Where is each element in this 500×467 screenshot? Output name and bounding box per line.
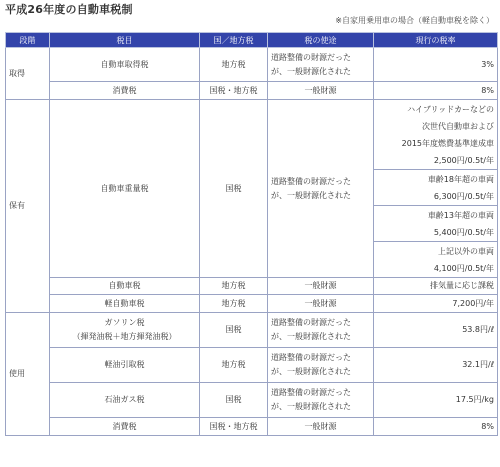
tax-purpose: 道路整備の財源だった が、一般財源化された bbox=[268, 313, 374, 348]
tax-level: 国税 bbox=[200, 313, 268, 348]
tax-purpose: 道路整備の財源だった が、一般財源化された bbox=[268, 48, 374, 82]
tax-purpose: 道路整備の財源だった が、一般財源化された bbox=[268, 383, 374, 418]
table-row bbox=[6, 82, 498, 100]
table-row bbox=[6, 348, 498, 383]
tax-rate: 7,200円/年 bbox=[374, 295, 498, 313]
tax-level: 地方税 bbox=[200, 48, 268, 82]
tax-rate: 上記以外の車両 4,100円/0.5t/年 bbox=[374, 242, 498, 278]
tax-level: 地方税 bbox=[200, 295, 268, 313]
tax-purpose: 道路整備の財源だった が、一般財源化された bbox=[268, 348, 374, 383]
tax-purpose: 一般財源 bbox=[268, 295, 374, 313]
page-title: 平成26年度の自動車税制 bbox=[5, 3, 133, 16]
header-tax-level: 国／地方税 bbox=[200, 33, 268, 48]
table-row bbox=[6, 48, 498, 82]
table-header-row bbox=[6, 33, 498, 48]
tax-rate: 8% bbox=[374, 418, 498, 436]
tax-rate: 32.1円/ℓ bbox=[374, 348, 498, 383]
table-row bbox=[6, 383, 498, 418]
tax-name: 自動車取得税 bbox=[50, 48, 200, 82]
tax-rate: 排気量に応じ課税 bbox=[374, 278, 498, 295]
header-purpose: 税の使途 bbox=[268, 33, 374, 48]
tax-name: 軽自動車税 bbox=[50, 295, 200, 313]
tax-purpose: 一般財源 bbox=[268, 278, 374, 295]
table-row bbox=[6, 100, 498, 170]
tax-level: 地方税 bbox=[200, 348, 268, 383]
header-stage: 段階 bbox=[6, 33, 50, 48]
header-rate: 現行の税率 bbox=[374, 33, 498, 48]
tax-name: 消費税 bbox=[50, 82, 200, 100]
header-tax-item: 税目 bbox=[50, 33, 200, 48]
tax-table bbox=[5, 32, 498, 436]
category-use: 使用 bbox=[6, 313, 50, 436]
tax-rate: 17.5円/kg bbox=[374, 383, 498, 418]
tax-purpose: 一般財源 bbox=[268, 418, 374, 436]
tax-rate: 53.8円/ℓ bbox=[374, 313, 498, 348]
tax-purpose: 一般財源 bbox=[268, 82, 374, 100]
footnote: ※自家用乗用車の場合（軽自動車税を除く） bbox=[335, 16, 494, 25]
tax-rate: 8% bbox=[374, 82, 498, 100]
table-row bbox=[6, 295, 498, 313]
tax-name: ガソリン税 （揮発油税＋地方揮発油税） bbox=[50, 313, 200, 348]
tax-purpose: 道路整備の財源だった が、一般財源化された bbox=[268, 100, 374, 278]
tax-level: 国税 bbox=[200, 100, 268, 278]
tax-level: 国税・地方税 bbox=[200, 418, 268, 436]
tax-rate: ハイブリッドカーなどの 次世代自動車および 2015年度燃費基準達成車 2,500円/0.5t/年 bbox=[374, 100, 498, 170]
tax-name: 石油ガス税 bbox=[50, 383, 200, 418]
tax-rate: 車齢18年超の車両 6,300円/0.5t/年 bbox=[374, 170, 498, 206]
tax-name: 消費税 bbox=[50, 418, 200, 436]
tax-level: 国税 bbox=[200, 383, 268, 418]
category-holding: 保有 bbox=[6, 100, 50, 313]
table-row bbox=[6, 313, 498, 348]
tax-level: 地方税 bbox=[200, 278, 268, 295]
tax-rate: 車齢13年超の車両 5,400円/0.5t/年 bbox=[374, 206, 498, 242]
tax-name: 自動車税 bbox=[50, 278, 200, 295]
tax-level: 国税・地方税 bbox=[200, 82, 268, 100]
table-row bbox=[6, 418, 498, 436]
tax-rate: 3% bbox=[374, 48, 498, 82]
category-acquisition: 取得 bbox=[6, 48, 50, 100]
table-row bbox=[6, 278, 498, 295]
tax-name: 自動車重量税 bbox=[50, 100, 200, 278]
tax-name: 軽油引取税 bbox=[50, 348, 200, 383]
